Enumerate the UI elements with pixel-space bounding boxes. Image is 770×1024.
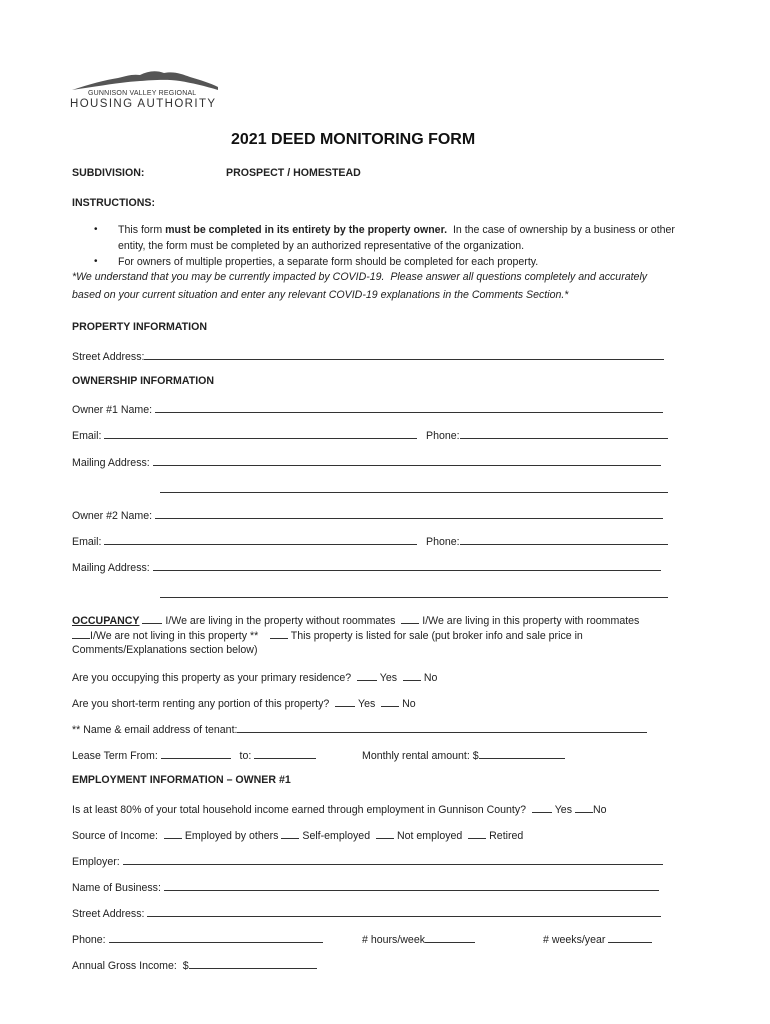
weeks-row	[543, 932, 652, 946]
owner2-mailing-row	[72, 560, 661, 574]
src1-label: Employed by others	[184, 830, 279, 842]
lease-row	[72, 748, 316, 762]
bullet-icon: •	[94, 224, 98, 235]
instructions-heading: INSTRUCTIONS:	[72, 197, 155, 209]
employment-80-question: Is at least 80% of your total household income earned through employment in Gunnison County?	[72, 804, 527, 816]
lease-to-label: to:	[239, 750, 255, 762]
owner1-mailing-row2	[160, 482, 668, 496]
weeks-label: # weeks/year	[543, 934, 609, 946]
emp80-yes-check[interactable]	[532, 802, 552, 813]
property-heading: PROPERTY INFORMATION	[72, 321, 207, 333]
src2-check[interactable]	[281, 828, 299, 839]
instruction-bullet-1-line2: entity, the form must be completed by an authorized representative of the organization.	[118, 240, 525, 252]
owner1-email-label: Email:	[72, 430, 105, 442]
emp80-yes-label: Yes	[554, 804, 572, 816]
owner2-name-label: Owner #2 Name:	[72, 510, 156, 522]
str-no-check[interactable]	[381, 696, 399, 707]
primary-yes-label: Yes	[379, 672, 398, 684]
occupancy-opt1-check[interactable]	[142, 613, 162, 624]
owner1-phone-field[interactable]	[460, 428, 668, 439]
occupancy-row1	[72, 613, 639, 627]
tenant-label: ** Name & email address of tenant:	[72, 724, 238, 736]
owner1-email-row	[72, 428, 417, 442]
ownership-heading: OWNERSHIP INFORMATION	[72, 375, 215, 387]
occupancy-opt4-cont: Comments/Explanations section below)	[72, 644, 258, 656]
employment-heading: EMPLOYMENT INFORMATION – OWNER #1	[72, 774, 291, 786]
hours-label: # hours/week	[362, 934, 426, 946]
rent-row	[362, 748, 565, 762]
income-label: Annual Gross Income: $	[72, 960, 189, 972]
owner1-name-label: Owner #1 Name:	[72, 404, 156, 416]
owner1-email-field[interactable]	[104, 428, 417, 439]
primary-yes-check[interactable]	[357, 670, 377, 681]
emp-street-label: Street Address:	[72, 908, 148, 920]
logo-line2: HOUSING AUTHORITY	[70, 98, 217, 110]
occupancy-opt2-label: I/We are living in this property with roommates	[422, 615, 640, 627]
emp-phone-field[interactable]	[109, 932, 323, 943]
src4-label: Retired	[489, 830, 524, 842]
occupancy-row2	[72, 628, 583, 642]
short-term-row	[72, 696, 416, 710]
emp80-no-label: No	[592, 804, 607, 816]
emp80-no-check[interactable]	[575, 802, 593, 813]
occupancy-heading: OCCUPANCY	[72, 615, 140, 627]
employment-80-row	[72, 802, 607, 816]
emp-phone-row	[72, 932, 323, 946]
instruction-bullet-1	[118, 224, 675, 236]
src4-check[interactable]	[468, 828, 486, 839]
owner2-email-field[interactable]	[104, 534, 417, 545]
owner1-mailing-label: Mailing Address:	[72, 457, 153, 469]
lease-from-field[interactable]	[161, 748, 231, 759]
owner2-name-field[interactable]	[155, 508, 663, 519]
occupancy-opt4-label: This property is listed for sale (put broker info and sale price in	[290, 630, 583, 642]
hours-field[interactable]	[425, 932, 475, 943]
primary-residence-row	[72, 670, 437, 684]
tenant-field[interactable]	[237, 722, 647, 733]
business-row	[72, 880, 659, 894]
rent-field[interactable]	[479, 748, 565, 759]
covid-note-line2: based on your current situation and enter any relevant COVID-19 explanations in the Comments Section.*	[72, 289, 569, 301]
logo	[70, 68, 220, 112]
business-label: Name of Business:	[72, 882, 164, 894]
employer-row	[72, 854, 663, 868]
owner2-mailing-field-2[interactable]	[160, 587, 668, 598]
income-row	[72, 958, 317, 972]
lease-from-label: Lease Term From:	[72, 750, 161, 762]
owner2-email-row	[72, 534, 417, 548]
src1-check[interactable]	[164, 828, 182, 839]
occupancy-opt1-label: I/We are living in the property without roommates	[165, 615, 396, 627]
page-title: 2021 DEED MONITORING FORM	[231, 131, 476, 148]
street-address-field[interactable]	[144, 349, 664, 360]
employer-label: Employer:	[72, 856, 123, 868]
instruction-1-pre: This form	[118, 224, 166, 236]
street-address-row	[72, 349, 664, 363]
tenant-row	[72, 722, 647, 736]
occupancy-opt3-check[interactable]	[72, 628, 90, 639]
owner2-phone-field[interactable]	[460, 534, 668, 545]
occupancy-opt2-check[interactable]	[401, 613, 419, 624]
bullet-icon: •	[94, 256, 98, 267]
covid-note-line1: *We understand that you may be currently impacted by COVID-19. Please answer all questions completely and accurately	[72, 271, 648, 283]
src2-label: Self-employed	[302, 830, 371, 842]
owner2-mailing-row2	[160, 587, 668, 601]
subdivision-value: PROSPECT / HOMESTEAD	[226, 167, 361, 179]
owner1-phone-row	[426, 428, 668, 442]
owner1-phone-label: Phone:	[426, 430, 460, 442]
emp-street-field[interactable]	[147, 906, 661, 917]
instruction-bullet-2: For owners of multiple properties, a separate form should be completed for each property.	[118, 256, 539, 268]
owner1-mailing-field[interactable]	[153, 455, 661, 466]
owner2-phone-label: Phone:	[426, 536, 460, 548]
business-field[interactable]	[164, 880, 659, 891]
owner2-email-label: Email:	[72, 536, 105, 548]
occupancy-opt4-check[interactable]	[270, 628, 288, 639]
primary-no-check[interactable]	[403, 670, 421, 681]
street-address-label: Street Address:	[72, 351, 145, 363]
emp-street-row	[72, 906, 661, 920]
subdivision-label: SUBDIVISION:	[72, 167, 145, 179]
owner1-name-field[interactable]	[155, 402, 663, 413]
rent-label: Monthly rental amount: $	[362, 750, 479, 762]
str-yes-check[interactable]	[335, 696, 355, 707]
lease-to-field[interactable]	[254, 748, 316, 759]
src3-check[interactable]	[376, 828, 394, 839]
owner1-mailing-field-2[interactable]	[160, 482, 668, 493]
owner1-mailing-row	[72, 455, 661, 469]
primary-residence-question: Are you occupying this property as your primary residence?	[72, 672, 352, 684]
primary-no-label: No	[423, 672, 438, 684]
owner2-mailing-field[interactable]	[153, 560, 661, 571]
instruction-1-post: In the case of ownership by a business or other	[447, 224, 675, 236]
short-term-question: Are you short-term renting any portion of this property?	[72, 698, 330, 710]
mountain-logo-icon	[70, 68, 220, 92]
weeks-field[interactable]	[608, 932, 652, 943]
logo-line1: GUNNISON VALLEY REGIONAL	[88, 90, 197, 97]
income-source-label: Source of Income:	[72, 830, 158, 842]
emp-phone-label: Phone:	[72, 934, 109, 946]
str-no-label: No	[402, 698, 416, 710]
owner2-phone-row	[426, 534, 668, 548]
instruction-1-bold: must be completed in its entirety by the property owner.	[165, 224, 448, 236]
owner1-name-row	[72, 402, 663, 416]
owner2-mailing-label: Mailing Address:	[72, 562, 153, 574]
str-yes-label: Yes	[357, 698, 376, 710]
src3-label: Not employed	[396, 830, 463, 842]
income-source-row	[72, 828, 523, 842]
owner2-name-row	[72, 508, 663, 522]
income-field[interactable]	[189, 958, 317, 969]
employer-field[interactable]	[123, 854, 663, 865]
hours-row	[362, 932, 475, 946]
occupancy-opt3-label: I/We are not living in this property **	[90, 630, 259, 642]
